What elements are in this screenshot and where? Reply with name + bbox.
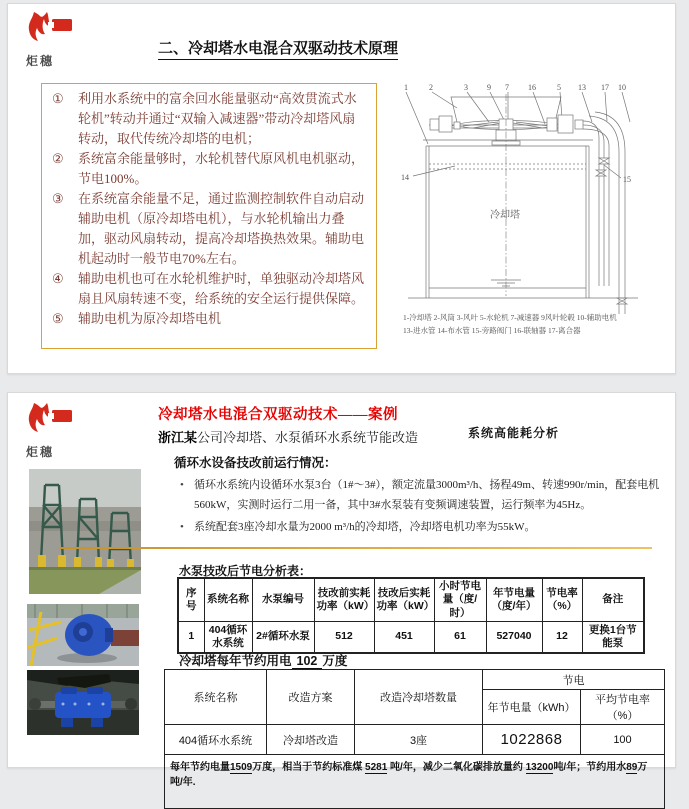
col-header: 系统名称 [165, 670, 267, 725]
item-text: 辅助电机也可在水轮机维护时，单独驱动冷却塔风扇且风扇转速不变，给系统的安全运行提供保障。 [78, 271, 365, 306]
logo-text: 炬穗 [26, 445, 55, 459]
diagram-label-10: 10 [618, 83, 626, 92]
item-number: ① [52, 91, 64, 106]
company-logo [22, 10, 92, 69]
slide2-title: 冷却塔水电混合双驱动技术——案例 [158, 407, 398, 423]
photo-drive-unit [27, 670, 139, 735]
slide1-title: 二、冷却塔水电混合双驱动技术原理 [128, 37, 428, 58]
col-header: 备注 [582, 578, 644, 622]
flame-logo-icon [22, 401, 80, 437]
table-row [165, 725, 665, 755]
list-item [52, 189, 366, 269]
col-header: 节电率（%） [542, 578, 582, 622]
pump-table-caption: 水泵技改后节电分析表： [179, 564, 312, 578]
bullet-marker: • [180, 521, 184, 533]
col-header: 年节电量（度/年） [486, 578, 542, 622]
diagram-label-16: 16 [528, 83, 536, 92]
diagram-label-5: 5 [557, 83, 561, 92]
item-number: ③ [52, 191, 64, 206]
group-header: 节电 [483, 670, 665, 690]
principle-list [41, 83, 377, 349]
cell: 100 [581, 725, 665, 755]
cell: 冷却塔改造 [267, 725, 355, 755]
diagram-label-7: 7 [505, 83, 509, 92]
slide-principle [7, 3, 676, 374]
cooling-tower-savings-note [179, 651, 347, 669]
bullet-list [180, 475, 662, 539]
item-number: ④ [52, 271, 64, 286]
subtitle-rest: 公司冷却塔、水泵循环水系统节能改造 [197, 430, 419, 445]
item-number: ② [52, 151, 64, 166]
cell: 404循环水系统 [204, 622, 252, 654]
table-header-row [165, 670, 665, 690]
bullet-item [180, 475, 662, 515]
col-header: 水泵编号 [252, 578, 314, 622]
cell: 404循环水系统 [165, 725, 267, 755]
diagram-legend-line2: 13-进水管 14-布水管 15-旁路阀门 16-联轴器 17-离合器 [403, 326, 581, 335]
cell: 2#循环水泵 [252, 622, 314, 654]
item-text: 利用水系统中的富余回水能量驱动“高效贯流式水轮机”转动并通过“双输入减速器”带动冷却塔风扇转动，取代传统冷却塔的电机； [78, 91, 357, 146]
table-row [178, 622, 644, 654]
table-footer-row [165, 755, 665, 809]
cell: 3座 [355, 725, 483, 755]
cell: 61 [434, 622, 486, 654]
diagram-label-15: 15 [623, 175, 631, 184]
cell: 512 [314, 622, 374, 654]
col-header: 序号 [178, 578, 204, 622]
diagram-label-13: 13 [578, 83, 586, 92]
photo-circulating-pump [27, 604, 139, 666]
bullet-text: 循环水系统内设循环水泵3台（1#～3#），额定流量3000m³/h、扬程49m、转速990r/min，配套电机560kW，实测时运行二用一备，其中3#水泵装有变频调速装置，运行频率为45Hz。 [194, 479, 660, 511]
pump-savings-table [177, 577, 645, 654]
cell: 451 [374, 622, 434, 654]
note-text: 冷却塔每年节约用电 [179, 654, 292, 668]
col-header: 系统名称 [204, 578, 252, 622]
section-heading: 循环水设备技改前运行情况： [174, 456, 337, 470]
cooling-tower-diagram [393, 66, 685, 356]
col-header: 小时节电量（度/时） [434, 578, 486, 622]
company-logo [22, 401, 92, 460]
logo-text: 炬穗 [26, 54, 55, 68]
retrofit-summary-table [164, 669, 665, 809]
gold-divider-line [60, 547, 652, 549]
item-text: 系统富余能量够时，水轮机替代原风机电机驱动，节电100%。 [78, 151, 365, 186]
list-item [52, 269, 366, 309]
list-item [52, 89, 366, 149]
col-header: 技改前实耗功率（kW） [314, 578, 374, 622]
cell: 1 [178, 622, 204, 654]
bullet-marker: • [180, 479, 184, 491]
table-header-row [178, 578, 644, 622]
col-header: 改造方案 [267, 670, 355, 725]
col-header: 改造冷却塔数量 [355, 670, 483, 725]
note-unit: 万度 [322, 654, 348, 668]
bullet-item [180, 517, 662, 537]
diagram-label-17: 17 [601, 83, 609, 92]
cell: 527040 [486, 622, 542, 654]
slide-case-study [7, 392, 676, 788]
diagram-label-3: 3 [464, 83, 468, 92]
col-header: 年节电量（kWh） [483, 690, 581, 725]
bullet-text: 系统配套3座冷却水量为2000 m³/h的冷却塔，冷却塔电机功率为55kW。 [194, 521, 536, 533]
note-value: 102 [292, 654, 323, 669]
list-item [52, 149, 366, 189]
photo-cooling-tower-site [29, 469, 141, 594]
slide2-subtitle [158, 427, 418, 446]
col-header: 平均节电率（%） [581, 690, 665, 725]
subtitle-company: 浙江某 [158, 430, 198, 445]
list-item [52, 309, 366, 329]
item-number: ⑤ [52, 311, 64, 326]
diagram-label-9: 9 [487, 83, 491, 92]
item-text: 在系统富余能量不足，通过监测控制软件自动启动辅助电机（原冷却塔电机），与水轮机输出力叠加，驱动风扇转动，提高冷却塔换热效果。辅助电机起动时一般节电70%左右。 [78, 191, 365, 266]
tower-label: 冷却塔 [490, 210, 520, 221]
analysis-heading: 系统高能耗分析 [468, 426, 560, 440]
diagram-label-14: 14 [401, 173, 409, 182]
col-header: 技改后实耗功率（kW） [374, 578, 434, 622]
diagram-label-1: 1 [404, 83, 408, 92]
table-footer-note: 每年节约电量1509万度，相当于节约标准煤 5281 吨/年，减少二氧化碳排放量约 13200吨/年；节约用水89万吨/年. [165, 755, 665, 809]
cell-annual-kwh: 1022868 [483, 725, 581, 755]
cell: 更换1台节能泵 [582, 622, 644, 654]
flame-logo-icon [22, 10, 80, 46]
diagram-label-2: 2 [429, 83, 433, 92]
diagram-legend-line1: 1-冷却塔 2-风筒 3-风叶 5-水轮机 7-减速器 9风叶轮毂 10-辅助电机 [403, 313, 617, 322]
cell: 12 [542, 622, 582, 654]
item-text: 辅助电机为原冷却塔电机 [78, 311, 222, 326]
